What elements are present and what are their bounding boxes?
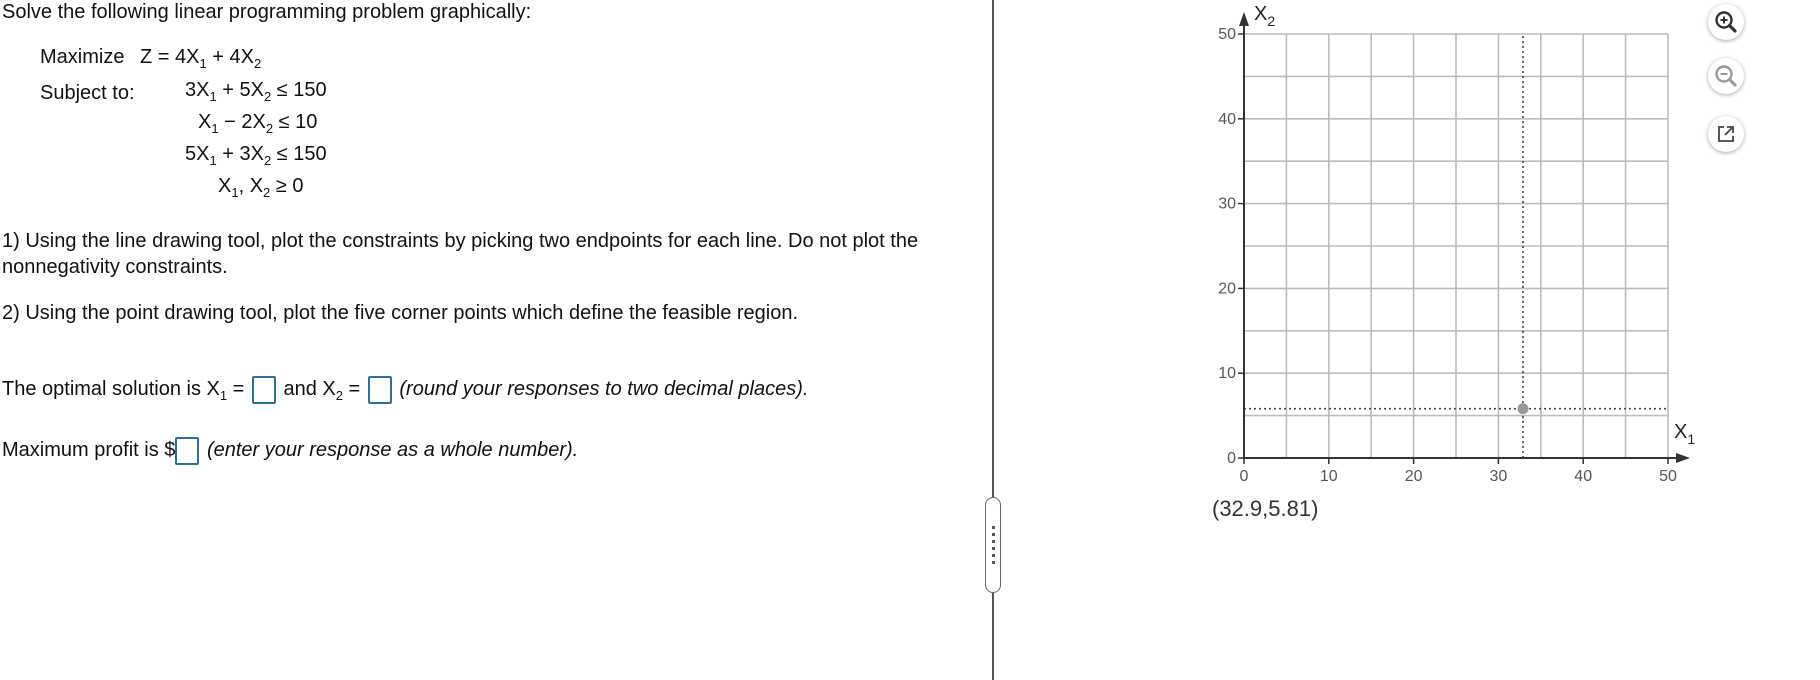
x-tick-label: 30 xyxy=(1489,468,1508,485)
cursor-point xyxy=(1517,403,1528,414)
x-tick-label: 10 xyxy=(1319,468,1338,485)
objective-function: $Z = 4X_1 + 4X_2$ xyxy=(140,46,262,71)
instruction-step-2: 2) Using the point drawing tool, plot the five corner points which define the feasible region. xyxy=(2,302,799,324)
popout-button[interactable] xyxy=(1708,116,1744,152)
x2-answer-input[interactable] xyxy=(368,376,392,404)
instruction-step-1-cont: nonnegativity constraints. xyxy=(2,256,228,278)
instruction-step-1: 1) Using the line drawing tool, plot the constraints by picking two endpoints for each line. Do not plot the xyxy=(2,230,919,252)
constraint-1: $3X_1 + 5X_2 \le 150$ xyxy=(185,79,327,104)
x1-answer-input[interactable] xyxy=(252,376,276,404)
constraint-nonnegativity: $X_1$, $X_2 \ge 0$ xyxy=(218,175,304,200)
y-axis-arrow-icon xyxy=(1239,12,1249,26)
problem-intro: Solve the following linear programming problem graphically: xyxy=(2,1,532,23)
y-tick-label: 20 xyxy=(1218,280,1236,298)
maximize-label: Maximize xyxy=(40,46,125,68)
subject-to-label: Subject to: xyxy=(40,82,135,104)
round-note: (round your responses to two decimal places). xyxy=(399,378,809,400)
x-tick-label: 0 xyxy=(1239,468,1249,485)
x-axis-label: $X_1$ xyxy=(1674,421,1696,447)
max-profit-line: Maximum profit is $ (enter your response as a whole number). xyxy=(2,432,578,468)
zoom-in-icon xyxy=(1708,4,1744,40)
y-tick-label: 40 xyxy=(1218,110,1236,128)
x-axis-arrow-icon xyxy=(1676,453,1690,463)
x-tick-label: 20 xyxy=(1404,468,1423,485)
x-tick-label: 50 xyxy=(1659,468,1677,485)
y-tick-label: 0 xyxy=(1227,450,1236,467)
graph-axes xyxy=(1239,12,1690,463)
y-tick-label: 50 xyxy=(1218,26,1236,43)
x-tick-label: 40 xyxy=(1574,468,1593,485)
grip-icon xyxy=(992,526,995,564)
profit-answer-input[interactable] xyxy=(175,437,199,465)
y-axis-label: $X_2$ xyxy=(1254,3,1276,29)
popout-icon xyxy=(1708,116,1744,152)
zoom-out-icon xyxy=(1708,58,1744,94)
constraint-2: $X_1 - 2X_2 \le 10$ xyxy=(198,111,318,136)
constraint-3: $5X_1 + 3X_2 \le 150$ xyxy=(185,143,327,168)
pane-resize-handle[interactable] xyxy=(985,497,1001,593)
cursor-coordinate-readout: (32.9,5.81) xyxy=(1212,496,1319,521)
y-tick-label: 30 xyxy=(1218,195,1236,213)
optimal-solution-line: The optimal solution is $X_1$ = and $X_2$ = (round your responses to two decimal places). xyxy=(2,371,808,407)
y-tick-label: 10 xyxy=(1218,365,1236,383)
zoom-out-button[interactable] xyxy=(1708,58,1744,94)
zoom-in-button[interactable] xyxy=(1708,4,1744,40)
graph-canvas[interactable] xyxy=(1180,0,1700,540)
profit-note: (enter your response as a whole number). xyxy=(206,439,579,461)
graph-grid xyxy=(1244,34,1668,458)
